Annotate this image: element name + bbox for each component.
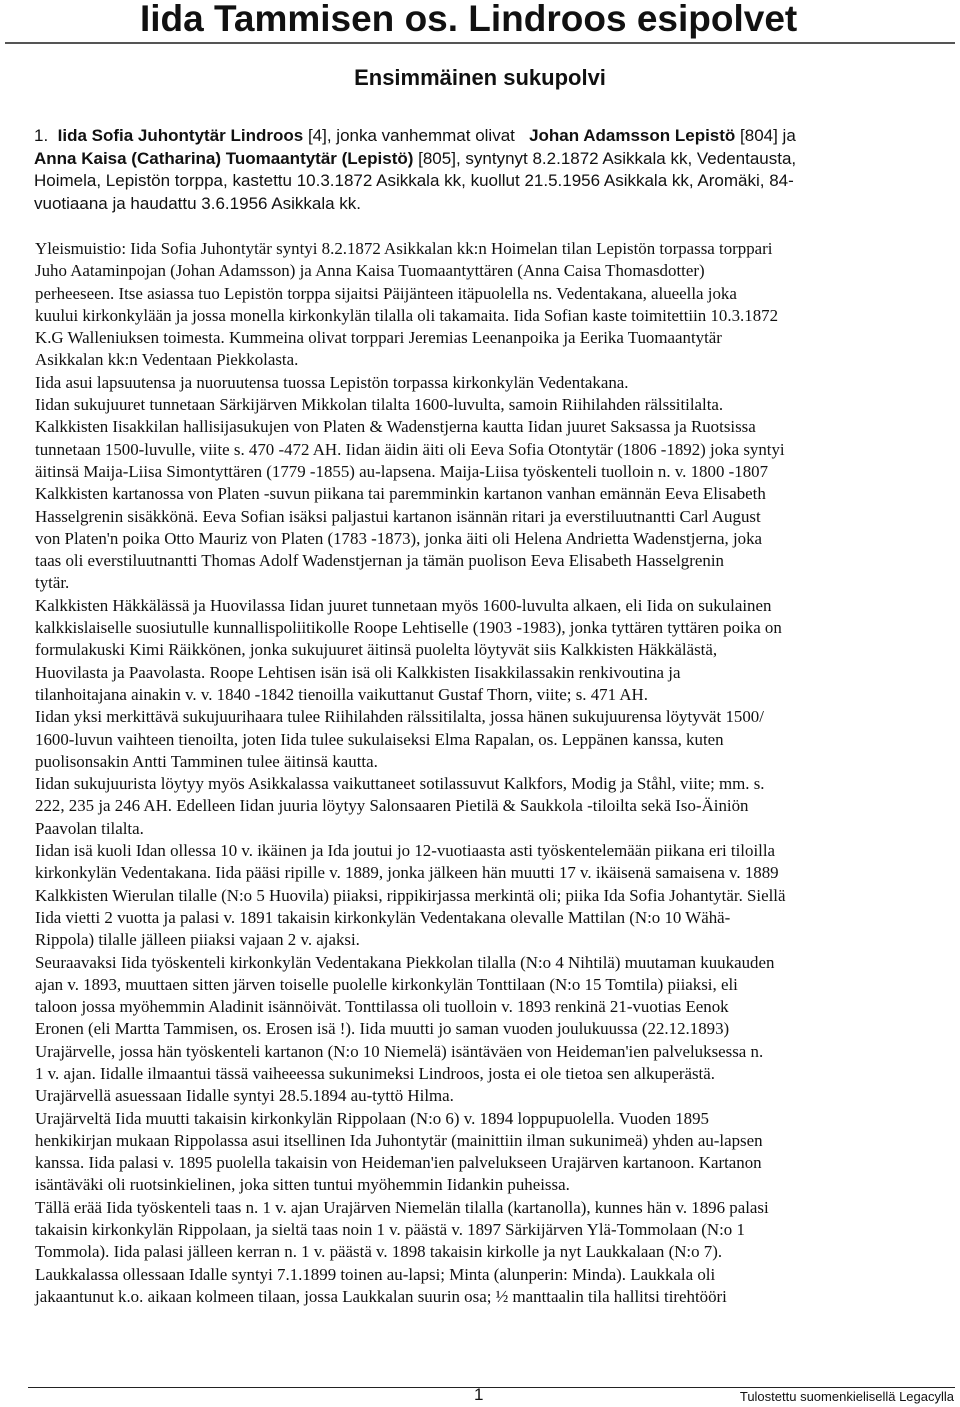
body-text-line: jakaantunut k.o. aikaan kolmeen tilaan, jossa Laukkalan suurin osa; ½ manttaalin tila hallitsi tirehtööri: [35, 1286, 727, 1306]
body-text-line: 222, 235 ja 246 AH. Edelleen Iidan juuria löytyy Salonsaaren Pietilä & Saukkola -tiloilta sekä Iso-Äiniön: [35, 796, 749, 816]
body-text-line: isäntäväki oli ruotsinkielinen, joka sitten tuntui myöhemmin Iidankin puheissa.: [35, 1175, 570, 1195]
body-text-line: Kalkkisten Iisakkilan hallisijasukujen von Platen & Wadenstjerna kautta Iidan juuret Saksassa ja Ruotsissa: [35, 417, 756, 437]
body-text-line: Urajärveltä Iida muutti takaisin kirkonkylän Rippolaan (N:o 6) v. 1894 loppupuolella. Vuoden 1895: [35, 1108, 710, 1128]
body-text-line: formulakuski Kimi Räikkönen, jonka sukujuuret äitinsä puolelta löytyvät siis Kalkkisten Häkkälästä,: [35, 640, 718, 660]
footer-credit: Tulostettu suomenkielisellä Legacylla: [739, 1389, 954, 1404]
father-ref: [804] ja: [735, 126, 796, 145]
entry-line-3: Hoimela, Lepistön torppa, kastettu 10.3.1872 Asikkala kk, kuollut 21.5.1956 Asikkala kk, Aromäki, 84-: [34, 171, 794, 191]
body-text-line: von Platen'n poika Otto Mauriz von Platen (1783 -1873), jonka äiti oli Helena Andrietta Wadenstjerna, joka: [35, 528, 763, 548]
mother-ref: [805], syntynyt 8.2.1872 Asikkala kk, Vedentausta,: [413, 148, 797, 168]
page-number: 1: [474, 1385, 484, 1404]
subject-name: Iida Sofia Juhontytär Lindroos: [57, 126, 304, 145]
body-text-line: Urajärvellä asuessaan Iidalle syntyi 28.5.1894 au-tyttö Hilma.: [35, 1086, 454, 1106]
body-text-line: Juho Aataminpojan (Johan Adamsson) ja Anna Kaisa Tuomaantyttären (Anna Caisa Thomasdotter): [35, 261, 705, 281]
entry-line-2: [34, 148, 954, 171]
body-text-line: takaisin kirkonkylän Rippolaan, ja sieltä taas noin 1 v. päästä v. 1897 Särkijärven Ylä-Tommolaan (N:o 1: [35, 1220, 745, 1240]
body-text-line: Rippola) tilalle jälleen piiaksi vajaan 2 v. ajaksi.: [35, 930, 360, 950]
body-text-line: taloon jossa myöhemmin Aladinit isännöivät. Tonttilassa oli tuolloin v. 1893 renkinä 21-vuotias Eenok: [35, 997, 729, 1017]
body-text-line: tunnetaan 1500-luvulle, viite s. 470 -472 AH. Iidan äidin äiti oli Eeva Sofia Otontytär (1806 -1892) joka syntyi: [35, 439, 785, 459]
entry-number: 1.: [34, 126, 49, 145]
body-text-line: Eronen (eli Martta Tammisen, os. Erosen isä !). Iida muutti jo saman vuoden joulukuussa (22.12.1893): [35, 1019, 730, 1039]
body-text-line: Iida vietti 2 vuotta ja palasi v. 1891 takaisin kirkonkylän Vedentakana olevalle Mattilan (N:o 10 Wähä-: [35, 907, 731, 927]
body-text-line: Iidan isä kuoli Idan ollessa 10 v. ikäinen ja Ida joutui jo 12-vuotiaasta asti työskentelemään piikana eri tiloilla: [35, 841, 776, 861]
body-text-line: kalkkislaiselle suosiutulle kunnallispoliitikolle Roope Lehtiselle (1903 -1983), jonka tyttären tyttären poika on: [35, 618, 782, 638]
entry-line-4: vuotiaana ja haudattu 3.6.1956 Asikkala kk.: [34, 194, 362, 214]
body-text-line: Tällä erää Iida työskenteli taas n. 1 v. ajan Urajärven Niemelän tilalla (kartanolla), kunnes hän v. 1896 palasi: [35, 1197, 769, 1217]
mother-name: Anna Kaisa (Catharina) Tuomaantytär (Lepistö): [34, 148, 414, 168]
person-entry: [34, 125, 954, 216]
general-notes: [35, 238, 955, 1308]
body-text-line: Kalkkisten Wierulan tilalle (N:o 5 Huovila) piiaksi, rippikirjassa merkintä oli; piika Ida Sofia Johantytär. Siellä: [35, 885, 786, 905]
body-text-line: 1600-luvun vaihteen tienoilta, joten Iida tulee sukulaiseksi Elma Rapalan, os. Leppänen kanssa, kuten: [35, 729, 724, 749]
body-text-line: Yleismuistio: Iida Sofia Juhontytär syntyi 8.2.1872 Asikkalan kk:n Hoimelan tilan Lepistön torpassa torppari: [35, 239, 773, 258]
body-text-line: 1 v. ajan. Iidalle ilmaantui tässä vaiheeessa sukunimeksi Lindroos, josta ei ole tietoa sen alkuperästä.: [35, 1063, 715, 1083]
body-text-line: perheeseen. Itse asiassa tuo Lepistön torppa sijaitsi Päijänteen itäpuolella ns. Vedentakana, alueella joka: [35, 283, 737, 303]
body-text-line: Paavolan tilalta.: [35, 818, 144, 838]
body-text-line: K.G Walleniuksen toimesta. Kummeina olivat torppari Jeremias Leenanpoika ja Eerika Tuomaantytär: [35, 328, 722, 348]
body-text-line: puolisonsakin Antti Tamminen tulee äitinsä kautta.: [35, 751, 378, 771]
body-text-line: Seuraavaksi Iida työskenteli kirkonkylän Vedentakana Piekkolan tilalla (N:o 4 Nihtilä) muutaman kuukauden: [35, 952, 775, 972]
body-text-line: Laukkalassa ollessaan Idalle syntyi 7.1.1899 toinen au-lapsi; Minta (alunperin: Minda). Laukkala oli: [35, 1264, 716, 1284]
body-text-line: Kalkkisten kartanossa von Platen -suvun piikana tai paremminkin kartanon vanhan emännän Eeva Elisabeth: [35, 484, 766, 504]
father-name: Johan Adamsson Lepistö: [529, 126, 736, 145]
body-text-line: Iida asui lapsuutensa ja nuoruutensa tuossa Lepistön torpassa kirkonkylän Vedentakana.: [35, 372, 629, 392]
body-text-line: Asikkalan kk:n Vedentaan Piekkolasta.: [35, 350, 299, 370]
generation-heading: Ensimmäinen sukupolvi: [354, 65, 606, 90]
body-text-line: Hasselgrenin sisäkkönä. Eeva Sofian isäksi paljastui kartanon isännän ritari ja everstiluutnantti Carl August: [35, 506, 761, 526]
entry-line-1: [34, 125, 954, 148]
body-text-line: Iidan sukujuuret tunnetaan Särkijärven Mikkolan tilalta 1600-luvulta, samoin Riihilahden rälssitilalta.: [35, 395, 724, 415]
body-text-line: tytär.: [35, 573, 70, 593]
body-text-line: Tommola). Iida palasi jälleen kerran n. 1 v. päästä v. 1898 takaisin kirkolle ja nyt Laukkalaan (N:o 7).: [35, 1242, 723, 1262]
body-text-line: Kalkkisten Häkkälässä ja Huovilassa Iidan juuret tunnetaan myös 1600-luvulta alkaen, eli Iida on sukulainen: [35, 595, 772, 615]
body-text-line: taas oli everstiluutnantti Thomas Adolf Wadenstjernan ja tämän puolison Eeva Elisabeth Hasselgrenin: [35, 551, 724, 571]
title-divider: [5, 42, 955, 44]
body-text-line: Iidan yksi merkittävä sukujuurihaara tulee Riihilahden rälssitilalta, jossa hänen sukujuurensa löytyvät 1500/: [35, 707, 764, 727]
body-text-line: kuului kirkonkylään ja jossa monella kirkonkylän tilalla oli takamaita. Iida Sofian kaste toimitettiin 10.3.1872: [35, 305, 779, 325]
body-text-line: Huovilasta ja Paavolasta. Roope Lehtisen isän isä oli Kalkkisten Iisakkilassakin renkivoutina ja: [35, 662, 681, 682]
body-text-line: kirkonkylän Vedentakana. Iida pääsi ripille v. 1889, jonka jälkeen hän muutti 17 v. ikäisenä samaisena v. 1889: [35, 863, 779, 883]
body-text-line: Iidan sukujuurista löytyy myös Asikkalassa vaikuttaneet sotilassuvut Kalkfors, Modig ja Ståhl, viite; mm. s.: [35, 774, 765, 794]
body-text-line: äitinsä Maija-Liisa Simontyttären (1779 -1855) au-lapsena. Maija-Liisa työskenteli tuolloin n. v. 1800 -1807: [35, 461, 769, 481]
page-title: Iida Tammisen os. Lindroos esipolvet: [140, 0, 798, 39]
body-text-line: kanssa. Iida palasi v. 1895 puolella takaisin von Heideman'ien palvelukseen Urajärven kartanoon. Kartanon: [35, 1153, 762, 1173]
body-text-line: Urajärvelle, jossa hän työskenteli kartanon (N:o 10 Niemelä) isäntäväen von Heideman'ien palveluksessa n.: [35, 1041, 764, 1061]
body-text-line: henkikirjan mukaan Rippolassa asui itsellinen Ida Juhontytär (mainittiin ilman sukunimeä) yhden au-lapsen: [35, 1130, 763, 1150]
body-text-line: ajan v. 1893, muuttaen sitten järven toiselle puolelle kirkonkylän Tonttilaan (N:o 15 Tomtila) piiaksi, eli: [35, 974, 738, 994]
body-text-line: tilanhoitajana ainakin v. v. 1840 -1842 tienoilla vaikuttanut Gustaf Thorn, viite; s. 471 AH.: [35, 684, 648, 704]
subject-ref: [4], jonka vanhemmat olivat: [303, 126, 530, 145]
